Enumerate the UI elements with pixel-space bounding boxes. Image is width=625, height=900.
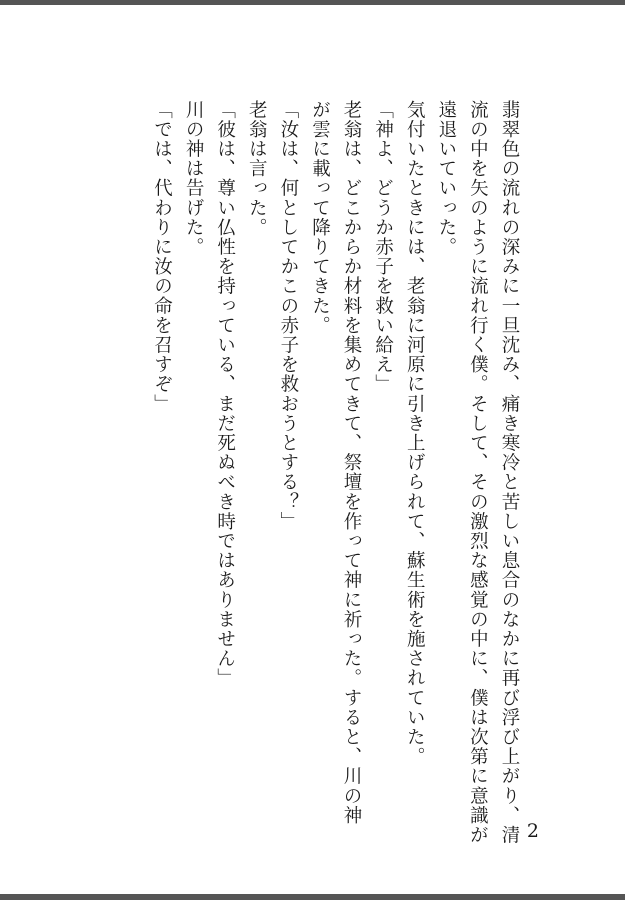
text-line: が雲に載って降りてきた。 [309,100,331,336]
text-line: 遠退いていった。 [435,100,457,257]
text-line: 流の中を矢のように流れ行く僕。そして、その激烈な感覚の中に、僕は次第に意識が [467,100,489,845]
text-line: 老翁は言った。 [246,100,268,238]
text-line: 「汝は、何としてかこの赤子を救おうとする？」 [277,100,299,532]
bottom-border [0,894,625,900]
vertical-text-body [146,100,525,860]
text-line: 翡翠色の流れの深みに一旦沈み、痛き寒冷と苦しい息合のなかに再び浮び上がり、清 [499,100,520,845]
text-line: 「彼は、尊い仏性を持っている、まだ死ぬべき時ではありません」 [214,100,236,688]
top-border [0,0,625,5]
page-number: 2 [526,820,539,842]
text-line: 気付いたときには、老翁に河原に引き上げられて、蘇生術を施されていた。 [404,100,426,767]
text-line: 老翁は、どこからか材料を集めてきて、祭壇を作って神に祈った。すると、川の神 [341,100,363,826]
text-line: 「神よ、どうか赤子を救い給え」 [372,100,394,394]
text-line: 「では、代わりに汝の命を召すぞ」 [151,100,173,414]
text-line: 川の神は告げた。 [183,100,205,257]
